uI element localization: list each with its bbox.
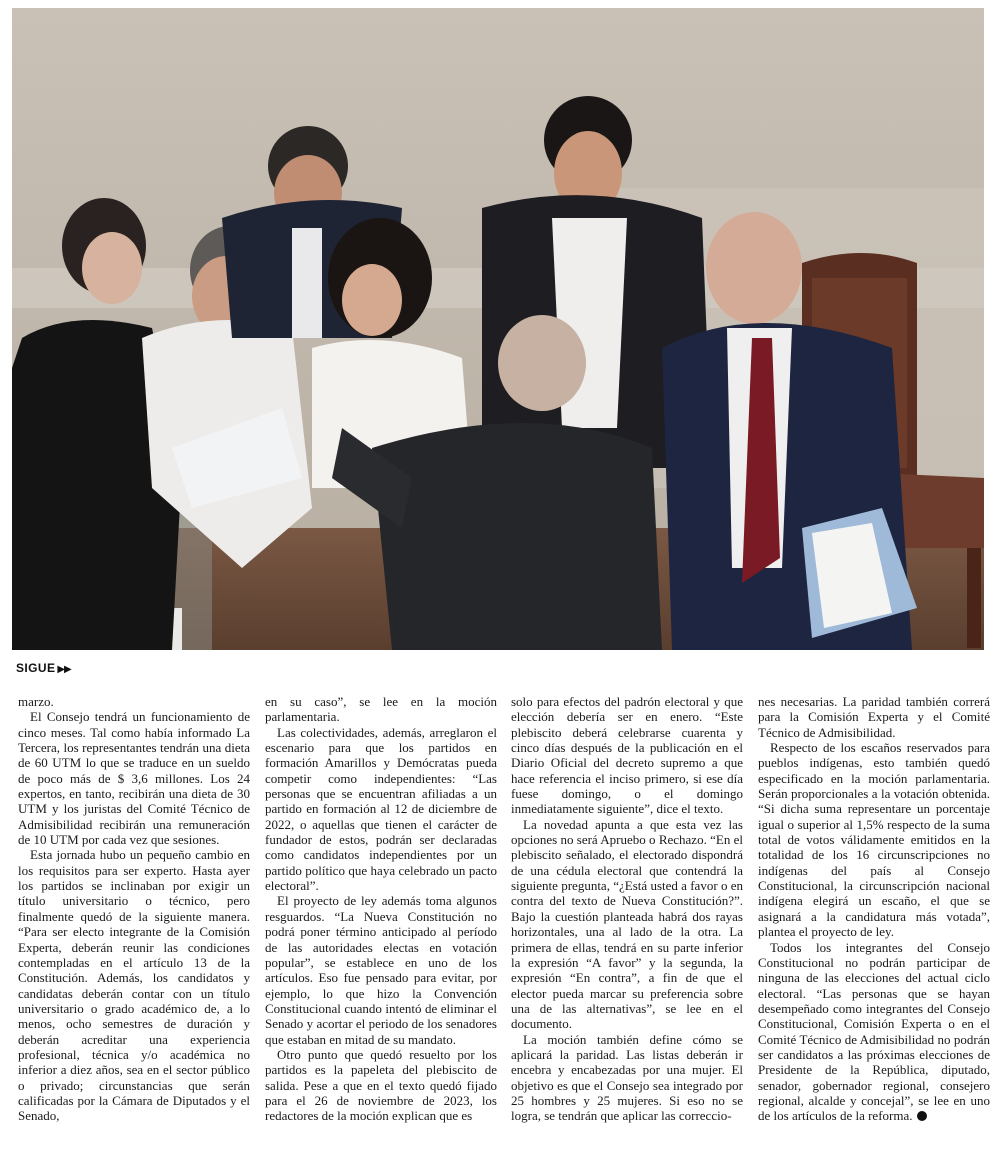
end-of-article-icon — [917, 1111, 927, 1121]
article-column-4 — [758, 694, 990, 1124]
final-paragraph-text: Todos los integrantes del Consejo Constitucional no podrán participar de ninguna de las elecciones del actual ciclo electoral. “Las personas que se hayan desempeñado como integrantes del Consejo Constitucional, Comisión Experta o en el Comité Técnico de Admisibilidad no podrán ser candidatos a las próximas elecciones de Presidente de la República, diputado, senador, gobernador regional, consejero regional, alcalde y concejal”, se lee en uno de los artículos de la reforma. — [758, 939, 990, 1124]
paragraph: La moción también define cómo se aplicará la paridad. Las listas deberán ir encebra y encabezadas por una mujer. El objetivo es que el Consejo sea integrado por 25 hombres y 25 mujeres. Si eso no se logra, se tendrán que aplicar las correccio- — [511, 1031, 743, 1124]
double-arrow-icon: ▶▶ — [57, 664, 71, 675]
photo-illustration — [12, 8, 984, 650]
paragraph: El proyecto de ley además toma algunos resguardos. “La Nueva Constitución no podrá poner término anticipado al período de las autoridades electas en votación popular”, se establece en uno de los artículos. Eso fue pensado para evitar, por ejemplo, lo que hizo la Convención Constitucional cuando intentó de eliminar el Senado y acortar el periodo de los senadores que estaban en mitad de su mandato. — [265, 893, 497, 1047]
paragraph: Esta jornada hubo un pequeño cambio en los requisitos para ser experto. Hasta ayer los partidos se inclinaban por exigir un título universitario o técnico, pero finalmente quedó de la siguiente manera. “Para ser electo integrante de la Comisión Experta, deberán reunir las condiciones contempladas en el artículo 13 de la Constitución. Además, los candidatos y candidatas deberán contar con un título universitario o grado académico de, a lo menos, ocho semestres de duración y deberán acreditar una experiencia profesional, técnica y/o académica no inferior a diez años, sea en el sector público o privado; circunstancias que serán calificadas por la Cámara de Diputados y el Senado, — [18, 847, 250, 1124]
continue-marker — [16, 661, 71, 675]
paragraph: El Consejo tendrá un funcionamiento de cinco meses. Tal como había informado La Tercera, los representantes tendrán una dieta de 60 UTM lo que se traduce en un sueldo de poco más de $ 3,6 millones. Los 24 expertos, en tanto, recibirán una dieta de 30 UTM y los juristas del Comité Técnico de Admisibilidad recibirán una remuneración de 10 UTM por cada vez que sesiones. — [18, 709, 250, 848]
article-column-1 — [18, 694, 250, 1124]
paragraph: nes necesarias. La paridad también correrá para la Comisión Experta y el Comité Técnico de Admisibilidad. — [758, 694, 990, 740]
paragraph: solo para efectos del padrón electoral y que elección debería ser en enero. “Este plebiscito deberá celebrarse cuarenta y cinco días después de la publicación en el Diario Oficial del decreto supremo a que hace referencia el inciso primero, si ese día fuese domingo, o el domingo inmediatamente siguiente”, dice el texto. — [511, 694, 743, 817]
paragraph: Otro punto que quedó resuelto por los partidos es la papeleta del plebiscito de salida. Pese a que en el texto quedó fijado para el 26 de noviembre de 2023, los redactores de la moción explican que es — [265, 1046, 497, 1124]
paragraph: La novedad apunta a que esta vez las opciones no será Apruebo o Rechazo. “En el plebiscito señalado, el electorado dispondrá de una cédula electoral que contendrá la siguiente pregunta, “¿Está usted a favor o en contra del texto de Nueva Constitución?”. Bajo la cuestión planteada habrá dos rayas horizontales, una al lado de la otra. La primera de ellas, tendrá en su parte inferior la expresión “A favor” y la segunda, la expresión “En contra”, a fin de que el elector pueda marcar su preferencia sobre una de las alternativas”, se lee en el documento. — [511, 816, 743, 1032]
news-photo — [12, 8, 984, 650]
paragraph: en su caso”, se lee en la moción parlamentaria. — [265, 694, 497, 725]
article-column-3 — [511, 694, 743, 1124]
paragraph-final — [758, 940, 990, 1124]
article-body — [18, 694, 992, 1150]
article-column-2 — [265, 694, 497, 1124]
paragraph: marzo. — [18, 694, 54, 709]
continue-label: SIGUE — [16, 661, 56, 675]
paragraph: Respecto de los escaños reservados para pueblos indígenas, esto también quedó especificado en la moción parlamentaria. Serán proporcionales a la votación obtenida. “Si dicha suma representare un porcentaje igual o superior al 1,5% respecto de la suma total de votos válidamente emitidos en la totalidad de los 16 circunscripciones no indígenas del país al Consejo Constitucional, la circunscripción nacional indígena elegirá un escaño, el que se asignará a la candidatura más votada”, plantea el proyecto de ley. — [758, 740, 990, 940]
paragraph: Las colectividades, además, arreglaron el escenario para que los partidos en formación Amarillos y Demócratas pueda competir como independientes: “Las personas que se encuentran afiliadas a un partido en formación al 12 de diciembre de 2022, o aquellas que tienen el carácter de fundador de estos, podrán ser declaradas como candidatos independientes por un partido político que haya celebrado un pacto electoral”. — [265, 724, 497, 894]
